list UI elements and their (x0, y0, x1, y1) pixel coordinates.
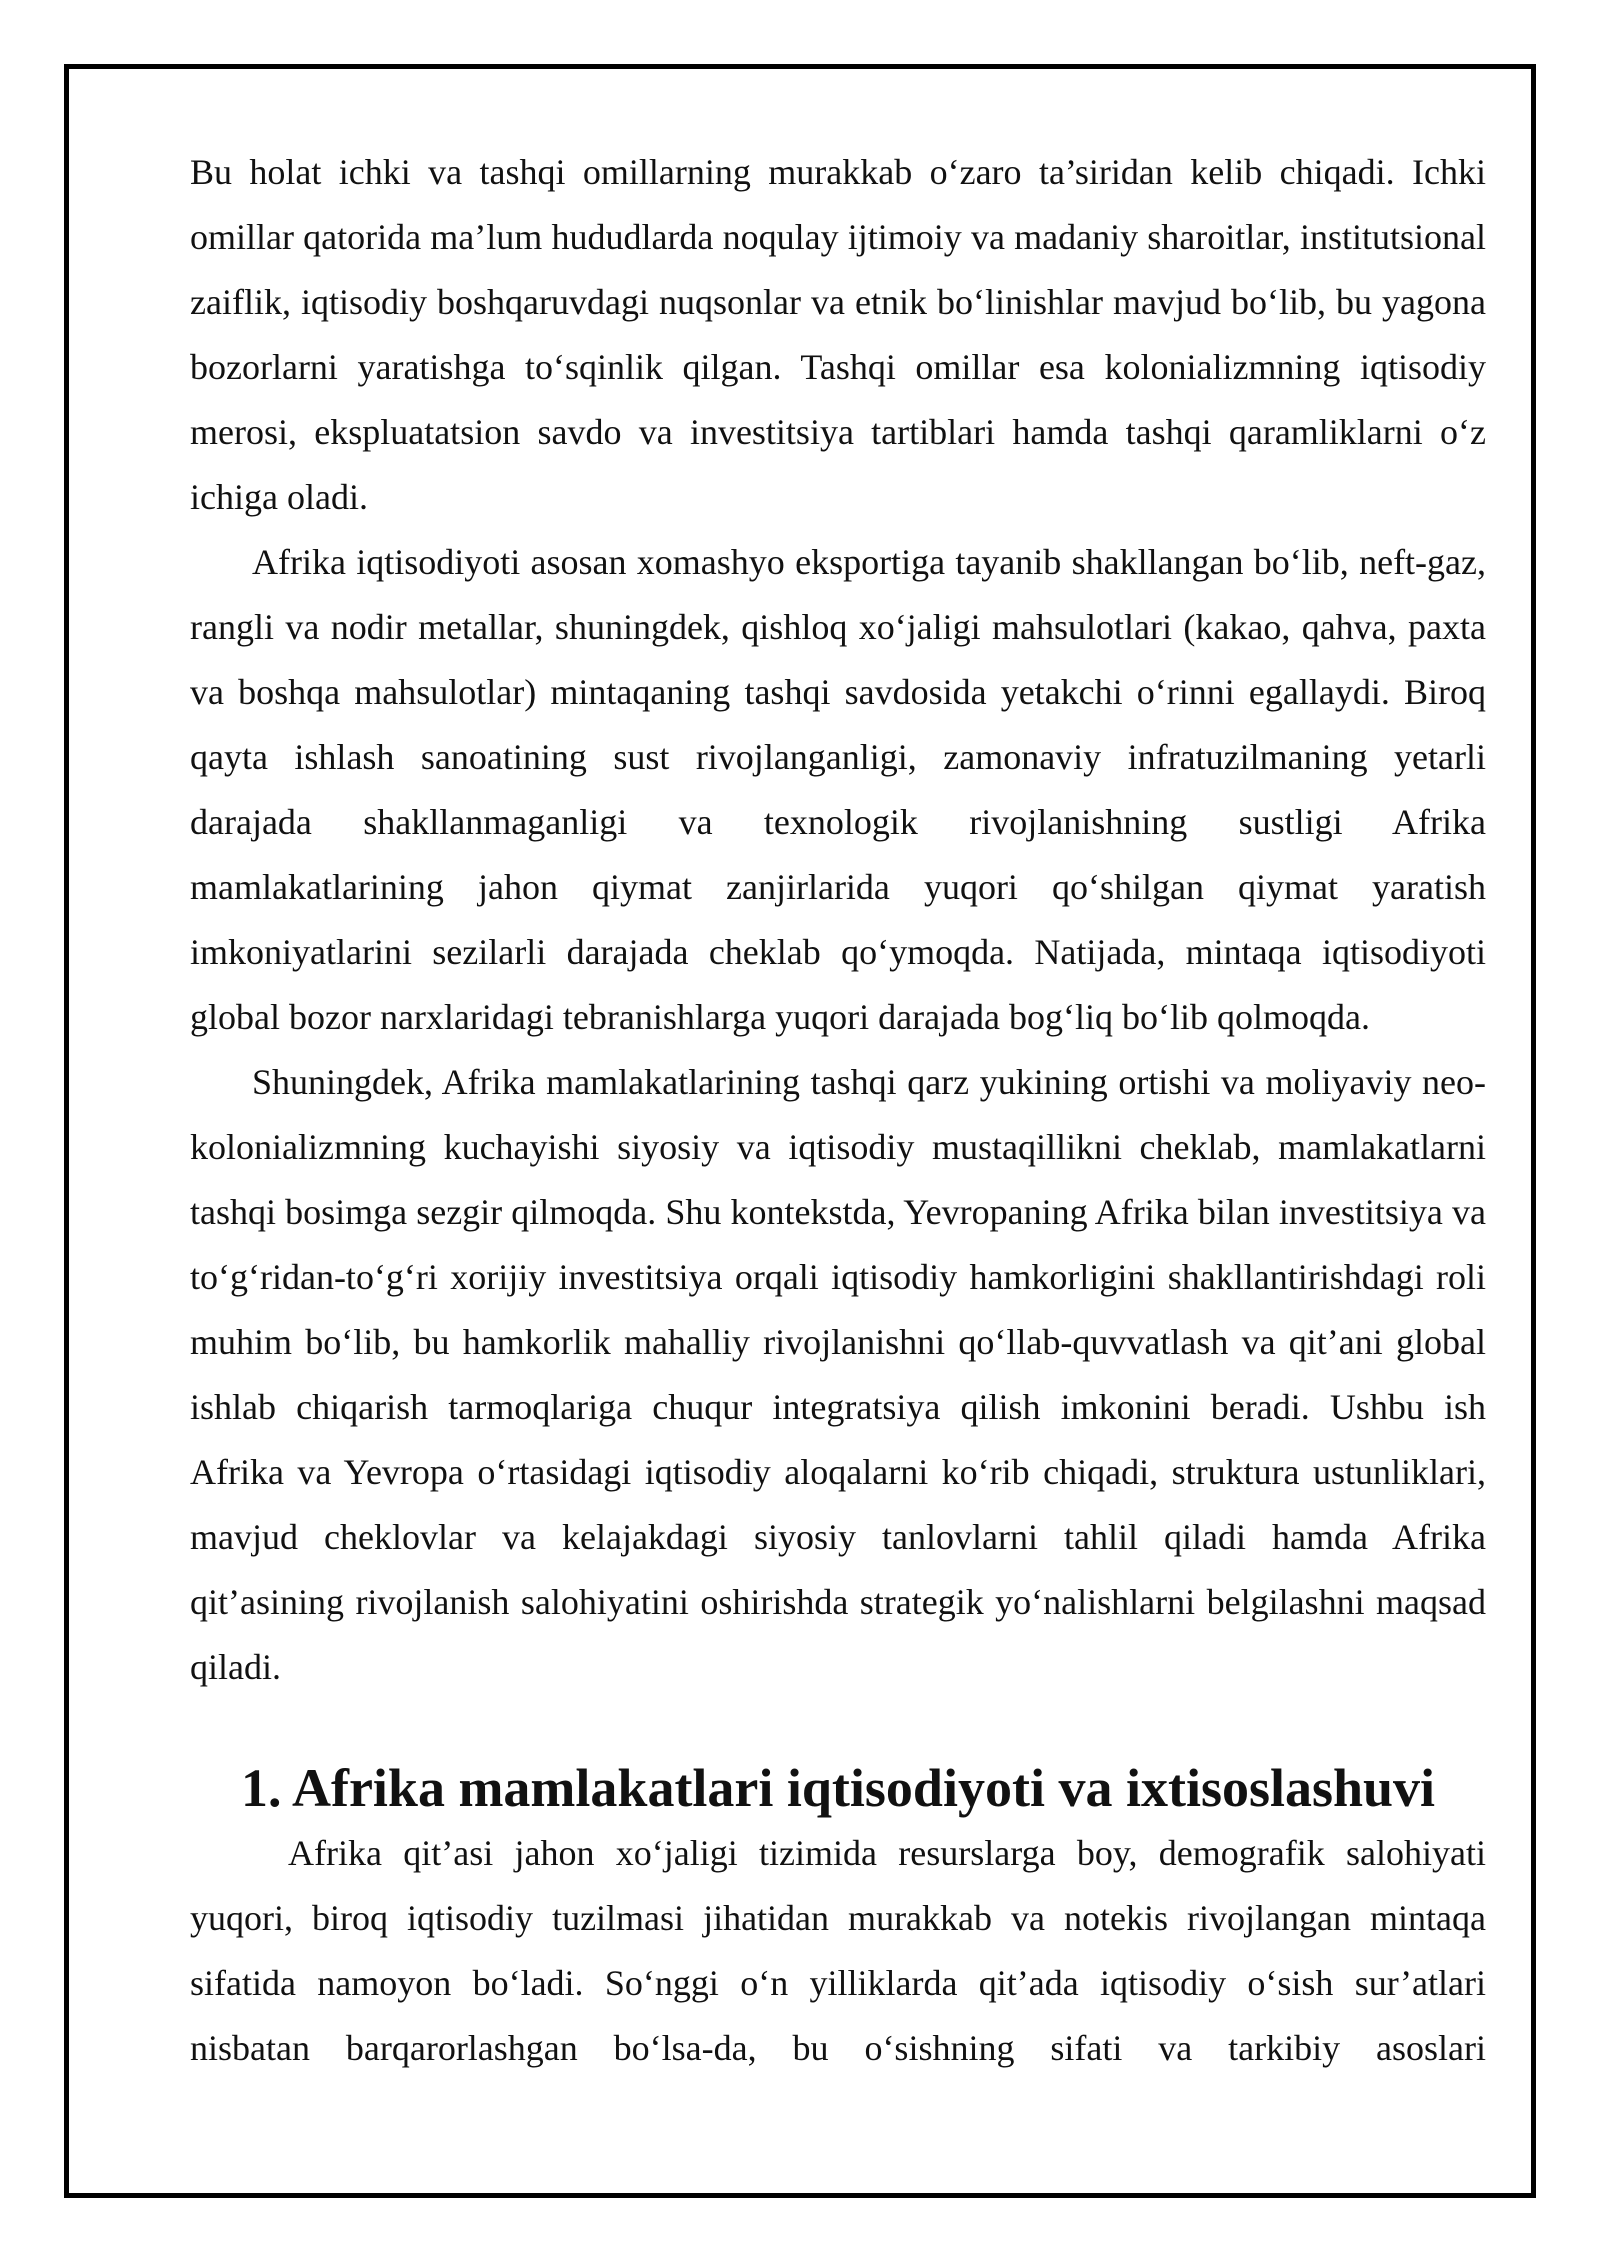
paragraph-2: Afrika iqtisodiyoti asosan xomashyo eksportiga tayanib shakllangan bo‘lib, neft-gaz, rangli va nodir metallar, shuningdek, qishloq xo‘jaligi mahsulotlari (kakao, qahva, paxta va boshqa mahsulotlar) mintaqaning tashqi savdosida yetakchi o‘rinni egallaydi. Biroq qayta ishlash sanoatining sust rivojlanganligi, zamonaviy infratuzilmaning yetarli darajada shakllanmaganligi va texnologik rivojlanishning sustligi Afrika mamlakatlarining jahon qiymat zanjirlarida yuqori qo‘shilgan qiymat yaratish imkoniyatlarini sezilarli darajada cheklab qo‘ymoqda. Natijada, mintaqa iqtisodiyoti global bozor narxlaridagi tebranishlarga yuqori darajada bog‘liq bo‘lib qolmoqda. (190, 542, 1486, 1037)
document-body (190, 140, 1486, 2081)
paragraph-1: Bu holat ichki va tashqi omillarning murakkab o‘zaro ta’siridan kelib chiqadi. Ichki omillar qatorida ma’lum hududlarda noqulay ijtimoiy va madaniy sharoitlar, institutsional zaiflik, iqtisodiy boshqaruvdagi nuqsonlar va etnik bo‘linishlar mavjud bo‘lib, bu yagona bozorlarni yaratishga to‘sqinlik qilgan. Tashqi omillar esa kolonializmning iqtisodiy merosi, ekspluatatsion savdo va investitsiya tartiblari hamda tashqi qaramliklarni o‘z ichiga oladi. (190, 152, 1486, 517)
section-heading: 1. Afrika mamlakatlari iqtisodiyoti va ixtisoslashuvi (240, 1758, 1436, 1818)
paragraph-3: Shuningdek, Afrika mamlakatlarining tashqi qarz yukining ortishi va moliyaviy neo-kolonializmning kuchayishi siyosiy va iqtisodiy mustaqillikni cheklab, mamlakatlarni tashqi bosimga sezgir qilmoqda. Shu kontekstda, Yevropaning Afrika bilan investitsiya va to‘g‘ridan-to‘g‘ri xorijiy investitsiya orqali iqtisodiy hamkorligini shakllantirishdagi roli muhim bo‘lib, bu hamkorlik mahalliy rivojlanishni qo‘llab-quvvatlash va qit’ani global ishlab chiqarish tarmoqlariga chuqur integratsiya qilish imkonini beradi. Ushbu ish Afrika va Yevropa o‘rtasidagi iqtisodiy aloqalarni ko‘rib chiqadi, struktura ustunliklari, mavjud cheklovlar va kelajakdagi siyosiy tanlovlarni tahlil qiladi hamda Afrika qit’asining rivojlanish salohiyatini oshirishda strategik yo‘nalishlarni belgilashni maqsad qiladi. (190, 1062, 1486, 1687)
section-paragraph: Afrika qit’asi jahon xo‘jaligi tizimida resurslarga boy, demografik salohiyati yuqori, biroq iqtisodiy tuzilmasi jihatidan murakkab va notekis rivojlangan mintaqa sifatida namoyon bo‘ladi. So‘nggi o‘n yilliklarda qit’ada iqtisodiy o‘sish sur’atlari nisbatan barqarorlashgan bo‘lsa-da, bu o‘sishning sifati va tarkibiy asoslari (190, 1833, 1486, 2068)
